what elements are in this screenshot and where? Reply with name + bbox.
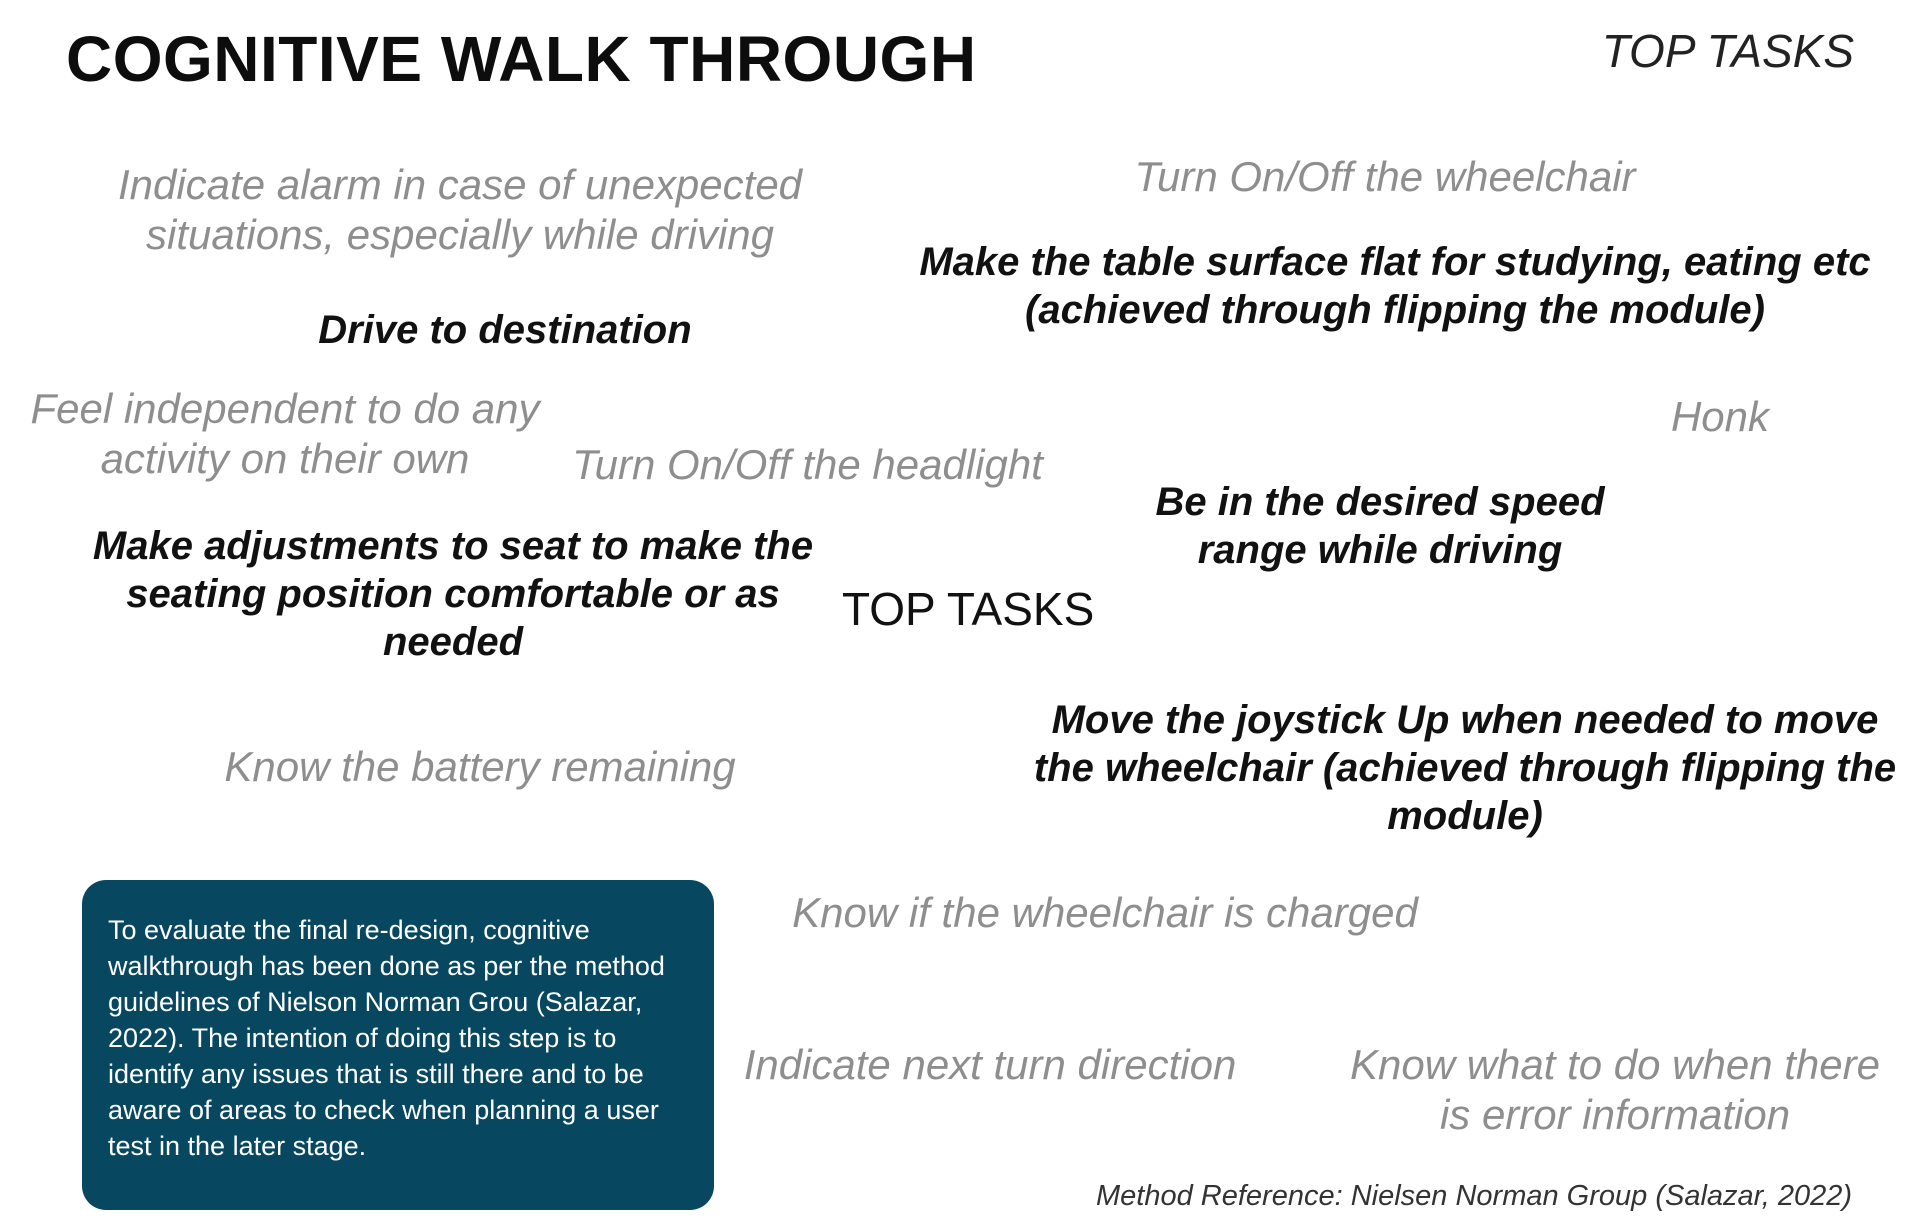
task-table-surface-flat: Make the table surface flat for studying, eating etc (achieved through flipping the module): [919, 240, 1871, 332]
task-wheelchair-charged: Know if the wheelchair is charged: [792, 889, 1418, 936]
task-error-information: Know what to do when there is error information: [1349, 1041, 1880, 1139]
task-feel-independent: Feel independent to do any activity on their own: [30, 385, 540, 483]
task-desired-speed: Be in the desired speed range while driving: [1155, 480, 1605, 572]
task-turn-headlight: Turn On/Off the headlight: [572, 441, 1043, 488]
task-turn-wheelchair: Turn On/Off the wheelchair: [1134, 153, 1636, 200]
top-tasks-header-label: TOP TASKS: [1601, 25, 1854, 77]
task-move-joystick: Move the joystick Up when needed to move the wheelchair (achieved through flipping the module): [1033, 698, 1897, 838]
task-turn-direction: Indicate next turn direction: [743, 1041, 1237, 1088]
info-box: [82, 880, 714, 1210]
info-box-text: To evaluate the final re-design, cognitive walkthrough has been done as per the method guidelines of Nielson Norman Grou (Salazar, 2022). The intention of doing this step is to identify any issues that is still there and to be aware of areas to check when planning a user test in the later stage.: [108, 915, 665, 1161]
task-indicate-alarm: Indicate alarm in case of unexpected situations, especially while driving: [117, 161, 803, 259]
task-drive-to-destination: Drive to destination: [318, 308, 692, 352]
top-tasks-center-label: TOP TASKS: [842, 583, 1095, 635]
page-title: COGNITIVE WALK THROUGH: [66, 23, 977, 95]
task-honk: Honk: [1670, 393, 1770, 440]
task-battery-remaining: Know the battery remaining: [224, 743, 736, 790]
method-reference: Method Reference: Nielsen Norman Group (Salazar, 2022): [1096, 1180, 1852, 1212]
task-adjust-seat: Make adjustments to seat to make the seating position comfortable or as needed: [92, 524, 814, 664]
